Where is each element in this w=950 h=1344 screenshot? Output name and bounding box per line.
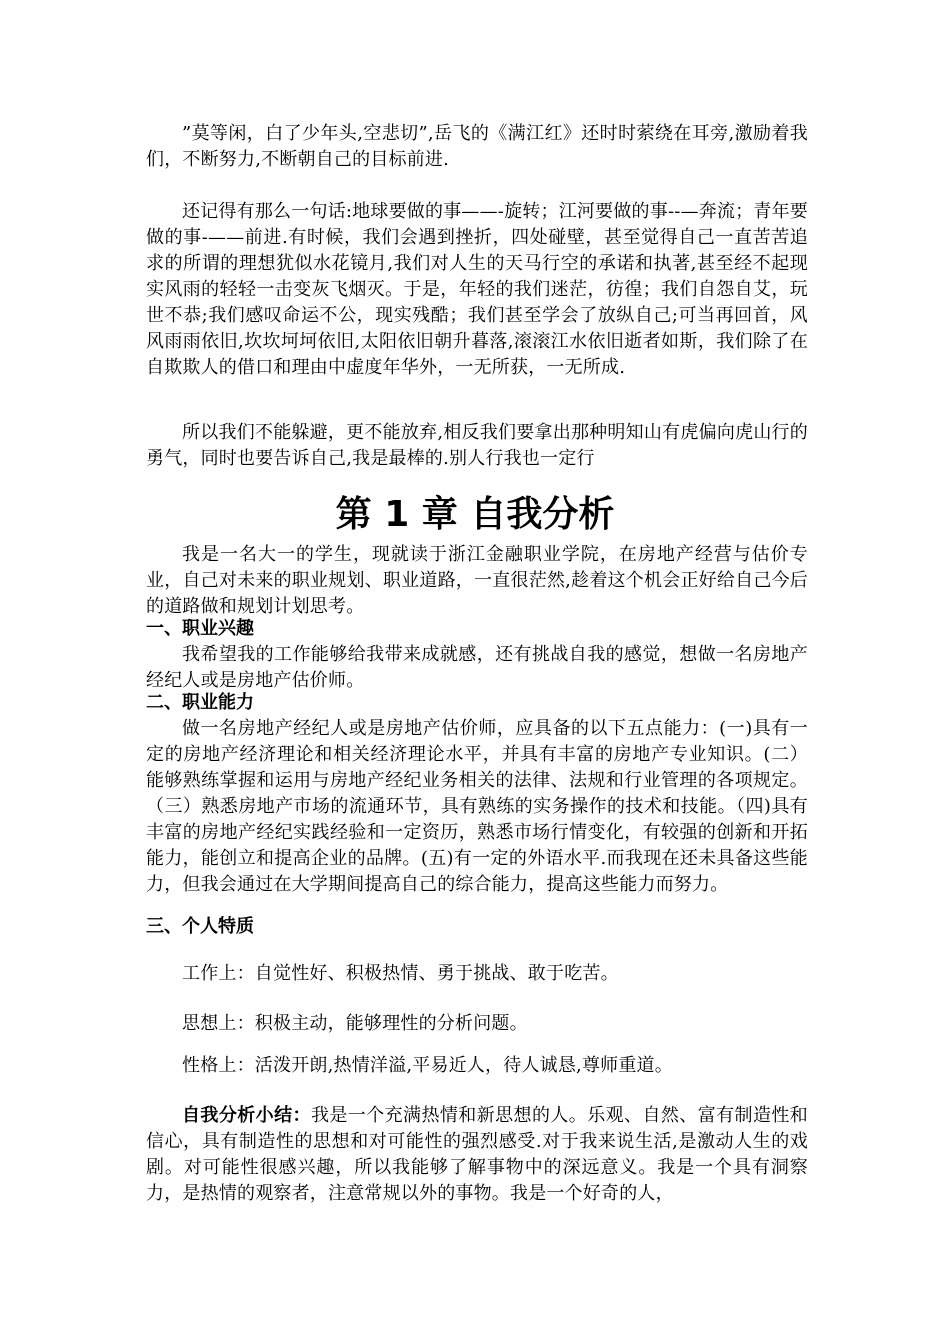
section-text-interest: 我希望我的工作能够给我带来成就感，还有挑战自我的感觉，想做一名房地产经纪人或是房地产估价师。 bbox=[146, 644, 808, 691]
chapter-intro-paragraph: 我是一名大一的学生，现就读于浙江金融职业学院，在房地产经营与估价专业，自己对未来的职业规划、职业道路，一直很茫然,趁着这个机会正好给自己今后的道路做和规划计划思考。 bbox=[146, 544, 808, 617]
intro-paragraph-3: 所以我们不能躲避，更不能放弃,相反我们要拿出那种明知山有虎偏向虎山行的勇气，同时也要告诉自己,我是最棒的.别人行我也一定行 bbox=[146, 422, 808, 469]
section-heading-ability: 二、职业能力 bbox=[146, 692, 254, 713]
self-analysis-summary bbox=[146, 1103, 808, 1207]
intro-paragraph-1: ”莫等闲，白了少年头,空悲切”,岳飞的《满江红》还时时萦绕在耳旁,激励着我们，不断努力,不断朝自己的目标前进. bbox=[146, 123, 808, 170]
summary-label: 自我分析小结： bbox=[182, 1105, 311, 1126]
chapter-title: 第 1 章 自我分析 bbox=[335, 494, 615, 535]
trait-character: 性格上：活泼开朗,热情洋溢,平易近人，待人诚恳,尊师重道。 bbox=[182, 1055, 673, 1076]
section-heading-traits: 三、个人特质 bbox=[146, 916, 254, 937]
trait-work: 工作上：自觉性好、积极热情、勇于挑战、敢于吃苦。 bbox=[182, 963, 619, 984]
intro-paragraph-2: 还记得有那么一句话:地球要做的事——-旋转；江河要做的事--—奔流；青年要做的事-——前进.有时候，我们会遇到挫折，四处碰壁，甚至觉得自己一直苦苦追求的所谓的理想犹似水花镜月,我们对人生的天马行空的承诺和执著,甚至经不起现实风雨的轻轻一击变灰飞烟灭。于是，年轻的我们迷茫，彷徨；我们自怨自艾，玩世不恭;我们感叹命运不公，现实残酷；我们甚至学会了放纵自己;可当再回首，风风雨雨依旧,坎坎坷坷依旧,太阳依旧朝升暮落,滚滚江水依旧逝者如斯，我们除了在自欺欺人的借口和理由中虚度年华外，一无所获，一无所成. bbox=[146, 201, 808, 378]
summary-text: 我是一个充满热情和新思想的人。乐观、自然、富有制造性和信心，具有制造性的思想和对可能性的强烈感受.对于我来说生活,是激动人生的戏剧。对可能性很感兴趣，所以我能够了解事物中的深远意义。我是一个具有洞察力，是热情的观察者，注意常规以外的事物。我是一个好奇的人， bbox=[146, 1105, 808, 1204]
trait-thought: 思想上：积极主动，能够理性的分析问题。 bbox=[182, 1013, 528, 1034]
section-text-ability: 做一名房地产经纪人或是房地产估价师，应具备的以下五点能力：(一)具有一定的房地产经济理论和相关经济理论水平，并具有丰富的房地产专业知识。(二）能够熟练掌握和运用与房地产经纪业务相关的法律、法规和行业管理的各项规定。（三）熟悉房地产市场的流通环节，具有熟练的实务操作的技术和技能。（四)具有丰富的房地产经纪实践经验和一定资历，熟悉市场行情变化，有较强的创新和开拓能力，能创立和提高企业的品牌。(五)有一定的外语水平.而我现在还未具备这些能力，但我会通过在大学期间提高自己的综合能力，提高这些能力而努力。 bbox=[146, 718, 808, 895]
section-heading-interest: 一、职业兴趣 bbox=[146, 618, 254, 639]
